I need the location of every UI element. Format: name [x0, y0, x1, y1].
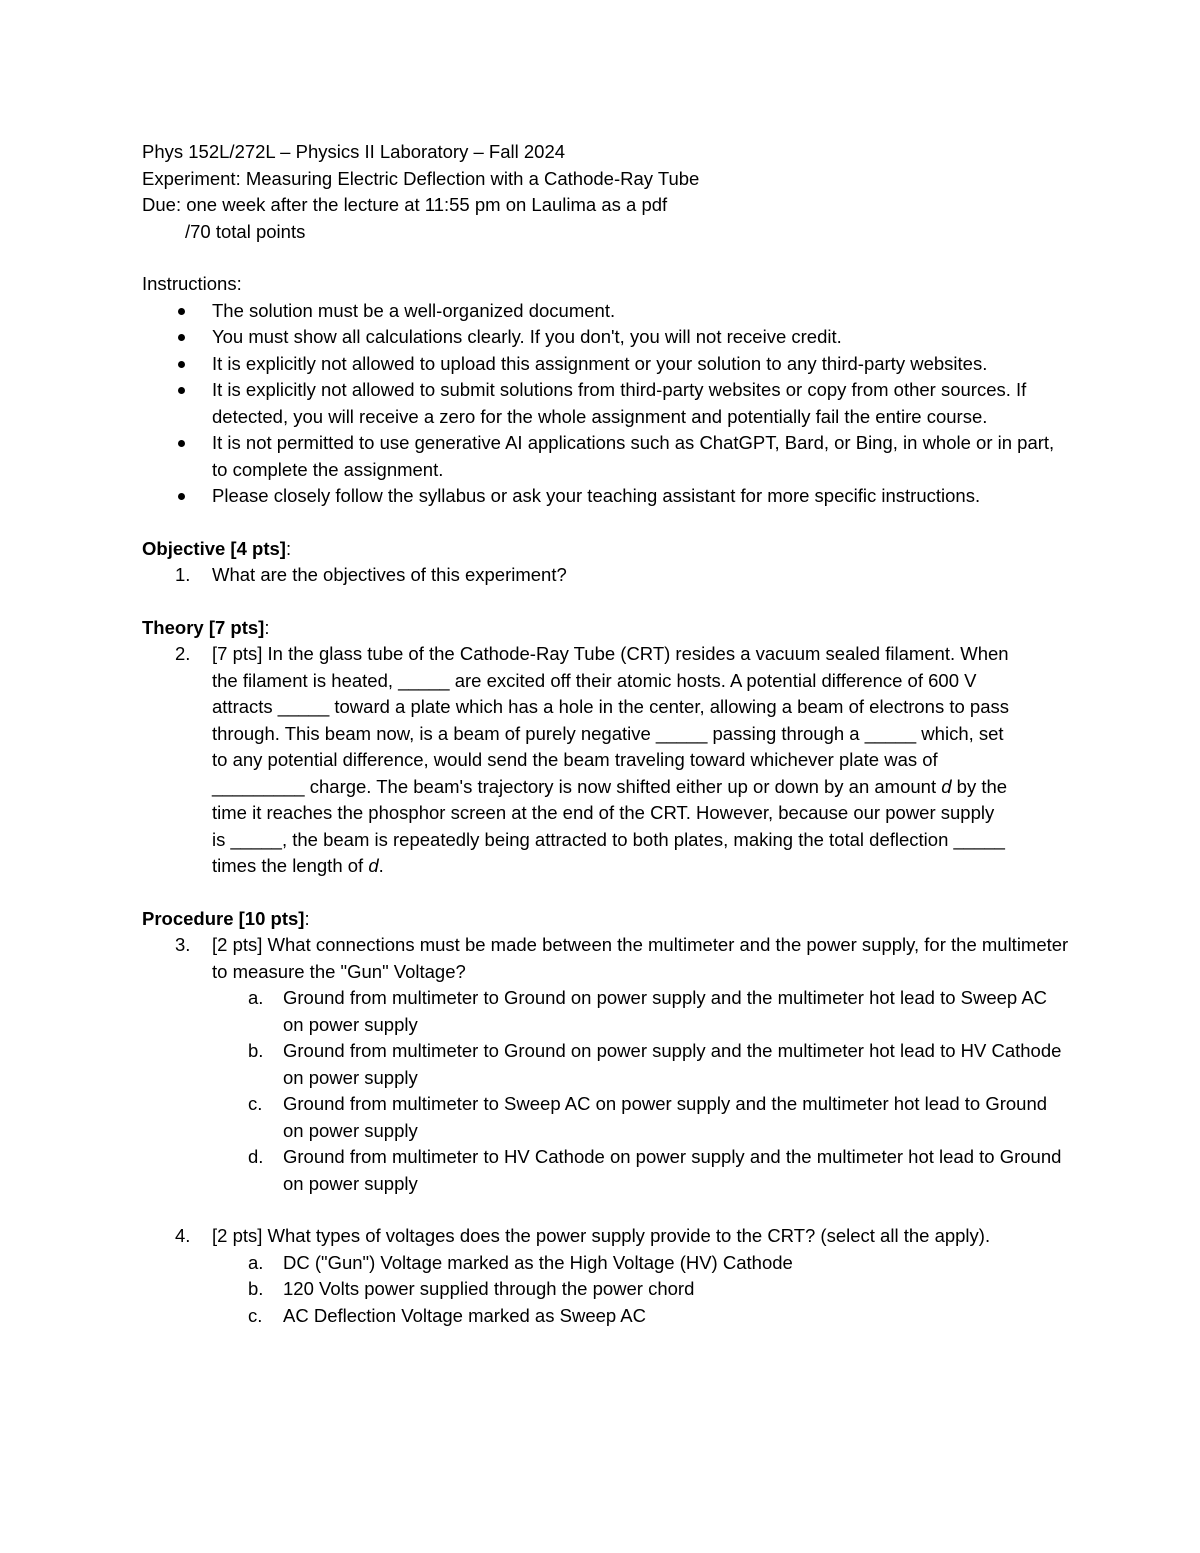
question-number: 1. — [175, 564, 191, 585]
theory-heading: Theory [7 pts]: — [142, 616, 270, 638]
question-3 — [142, 932, 1072, 985]
answer-option: d. Ground from multimeter to HV Cathode on power supply and the multimeter hot lead to Ground on power supply — [248, 1146, 1062, 1194]
bullet-icon — [178, 493, 185, 500]
bullet-icon — [178, 387, 185, 394]
instruction-item: It is not permitted to use generative AI applications such as ChatGPT, Bard, or Bing, in whole or in part, to complete the assignment. — [142, 430, 1072, 483]
answer-option: b. Ground from multimeter to Ground on power supply and the multimeter hot lead to HV Cathode on power supply — [248, 1040, 1062, 1088]
theory-line: times the length of d. — [212, 855, 384, 876]
instruction-item: Please closely follow the syllabus or ask your teaching assistant for more specific instructions. — [142, 483, 1072, 510]
document-page — [142, 139, 1072, 1329]
due-date: Due: one week after the lecture at 11:55 pm on Laulima as a pdf — [142, 194, 668, 215]
answer-option: b. 120 Volts power supplied through the power chord — [248, 1278, 695, 1299]
procedure-heading: Procedure [10 pts]: — [142, 907, 310, 929]
theory-line: [7 pts] In the glass tube of the Cathode-Ray Tube (CRT) resides a vacuum sealed filament. When — [212, 643, 1009, 664]
theory-line: the filament is heated, _____ are excited off their atomic hosts. A potential difference of 600 V — [212, 669, 977, 691]
instructions-title: Instructions: — [142, 273, 242, 294]
instruction-item: The solution must be a well-organized document. — [142, 298, 1072, 325]
total-points: /70 total points — [185, 220, 306, 242]
bullet-icon — [178, 334, 185, 341]
question-text: [2 pts] What types of voltages does the power supply provide to the CRT? (select all the apply). — [212, 1225, 991, 1246]
bullet-icon — [178, 440, 185, 447]
answer-option: a. Ground from multimeter to Ground on power supply and the multimeter hot lead to Sweep AC on power supply — [248, 987, 1048, 1035]
question-text: [2 pts] What connections must be made between the multimeter and the power supply, for the multimeter to measure the "Gun" Voltage? — [212, 934, 1069, 982]
theory-line: time it reaches the phosphor screen at the end of the CRT. However, because our power supply — [212, 802, 995, 823]
instruction-item: It is explicitly not allowed to submit solutions from third-party websites or copy from other sources. If detected, you will receive a zero for the whole assignment and potentially fail the entire course. — [142, 377, 1072, 430]
course-title: Phys 152L/272L – Physics II Laboratory – Fall 2024 — [142, 141, 566, 162]
theory-line: _________ charge. The beam's trajectory is now shifted either up or down by an amount d by the — [212, 775, 1008, 797]
theory-line: attracts _____ toward a plate which has a hole in the center, allowing a beam of electrons to pass — [212, 696, 1010, 717]
question-number: 4. — [175, 1225, 191, 1246]
question-2 — [142, 641, 1072, 880]
instruction-item: It is explicitly not allowed to upload this assignment or your solution to any third-party websites. — [142, 351, 1072, 378]
instructions-list — [142, 298, 1072, 510]
question-number: 2. — [175, 643, 191, 664]
question-text: What are the objectives of this experiment? — [212, 564, 567, 585]
experiment-title: Experiment: Measuring Electric Deflection with a Cathode-Ray Tube — [142, 167, 700, 189]
question-4 — [142, 1223, 1072, 1250]
answer-option: a. DC ("Gun") Voltage marked as the High Voltage (HV) Cathode — [248, 1251, 793, 1273]
bullet-icon — [178, 361, 185, 368]
bullet-icon — [178, 308, 185, 315]
question-number: 3. — [175, 934, 191, 955]
answer-option: c. AC Deflection Voltage marked as Sweep AC — [248, 1304, 646, 1326]
theory-line: to any potential difference, would send the beam traveling toward whichever plate was of — [212, 749, 938, 770]
answer-option: c. Ground from multimeter to Sweep AC on power supply and the multimeter hot lead to Ground on power supply — [248, 1093, 1048, 1141]
question-1 — [142, 562, 1072, 589]
objective-heading: Objective [4 pts]: — [142, 537, 292, 559]
theory-line: through. This beam now, is a beam of purely negative _____ passing through a _____ which, set — [212, 722, 1004, 744]
theory-line: is _____, the beam is repeatedly being attracted to both plates, making the total deflection _____ — [212, 828, 1005, 850]
instruction-item: You must show all calculations clearly. If you don't, you will not receive credit. — [142, 324, 1072, 351]
